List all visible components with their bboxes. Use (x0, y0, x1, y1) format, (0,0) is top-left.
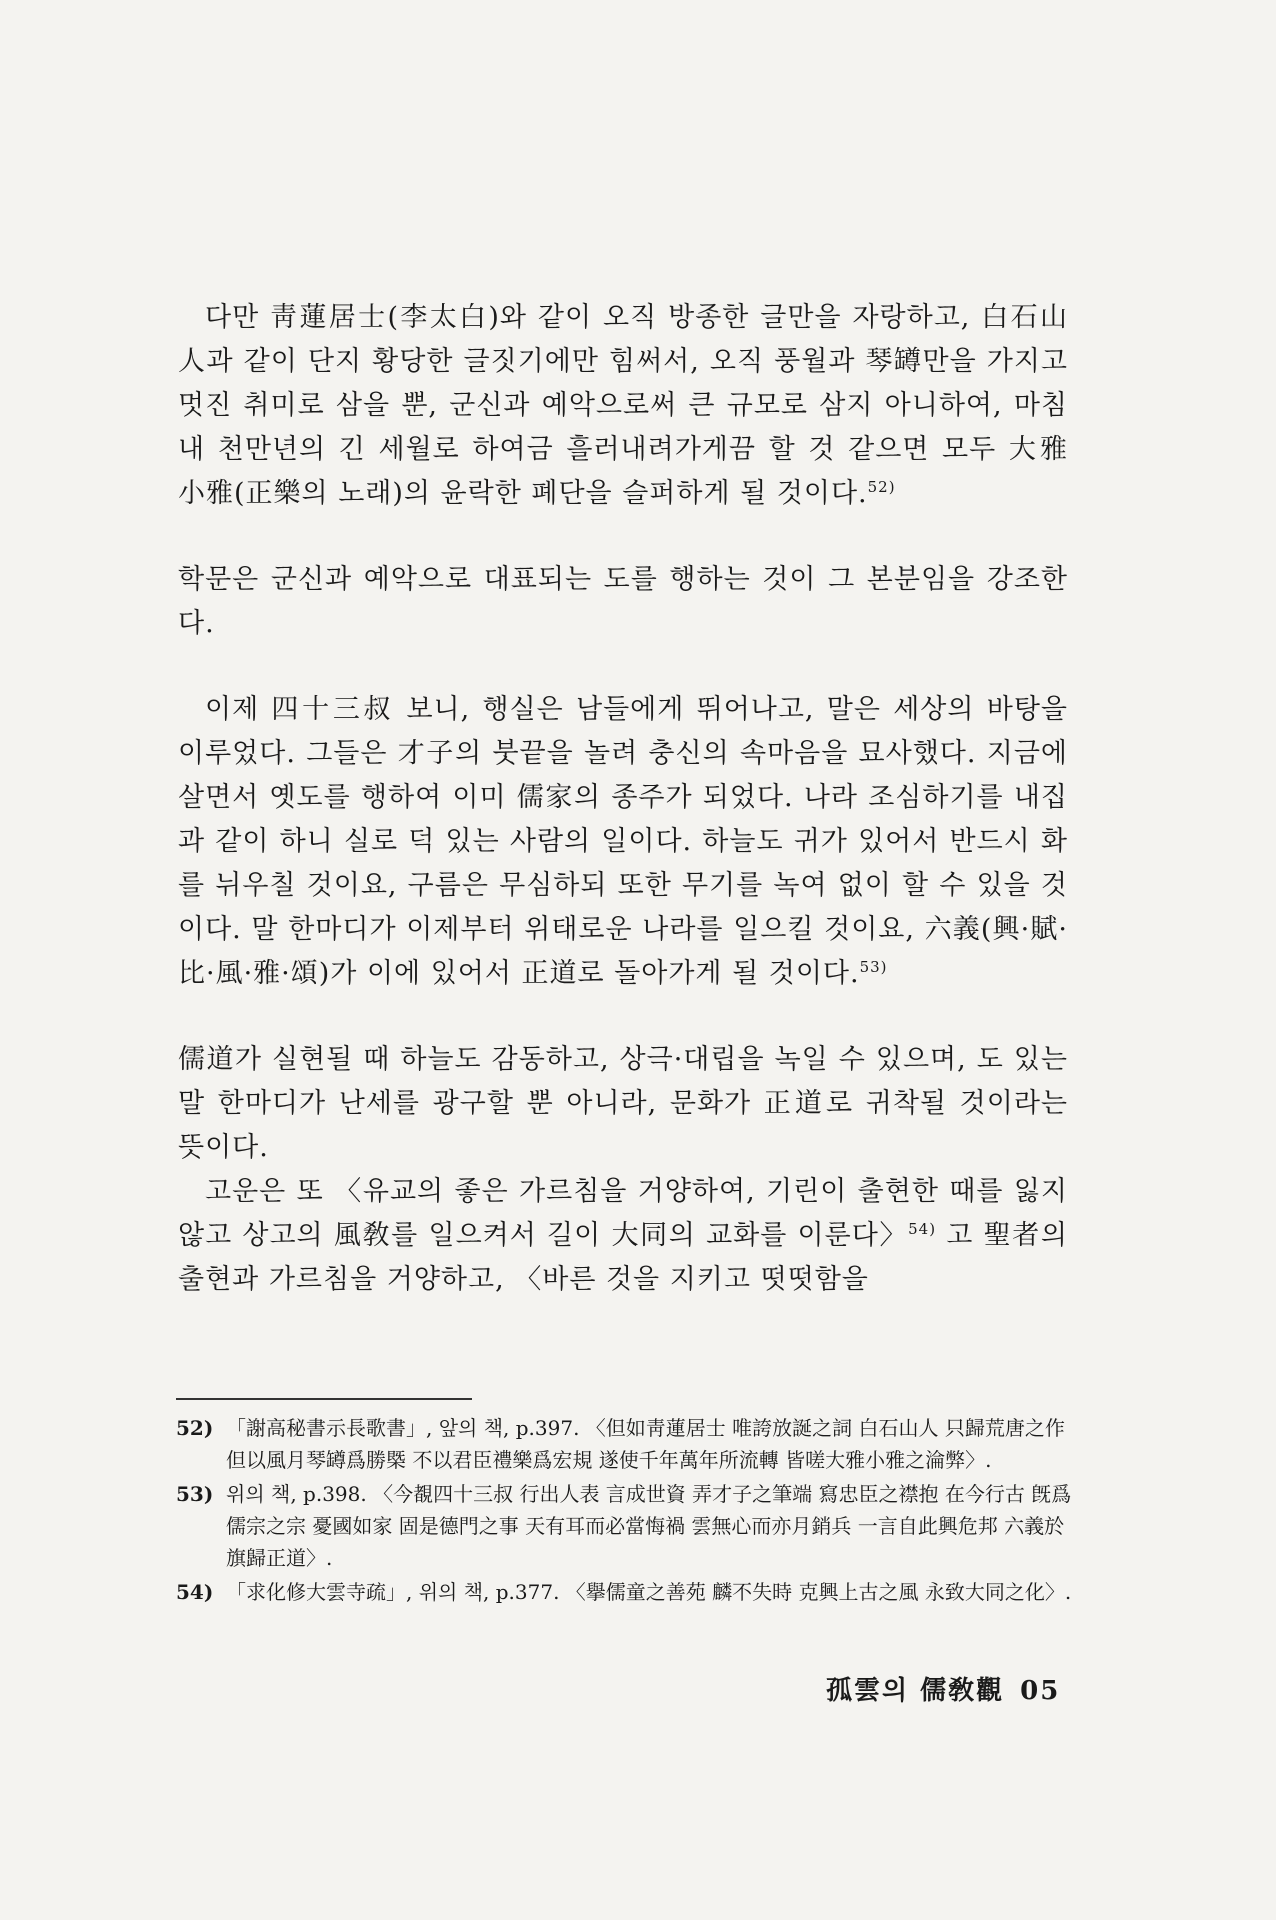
footnote-number: 54) (176, 1580, 214, 1604)
body-text (178, 296, 1068, 1302)
paragraph-3-text: 이제 四十三叔 보니, 행실은 남들에게 뛰어나고, 말은 세상의 바탕을 이루었다. 그들은 才子의 붓끝을 놀려 충신의 속마음을 묘사했다. 지금에 살면서 옛도를 행하여 이미 儒家의 종주가 되었다. 나라 조심하기를 내집과 같이 하니 실로 덕 있는 사람의 일이다. 하늘도 귀가 있어서 반드시 화를 뉘우칠 것이요, 구름은 무심하되 또한 무기를 녹여 없이 할 수 있을 것이다. 말 한마디가 이제부터 위태로운 나라를 일으킬 것이요, 六義(興·賦·比·風·雅·頌)가 이에 있어서 正道로 돌아가게 될 것이다. (178, 694, 1068, 989)
running-title: 孤雲의 儒敎觀 (826, 1676, 1005, 1706)
running-footer (826, 1670, 1060, 1707)
page-number: 05 (1020, 1676, 1061, 1706)
paragraph-5-text: 고운은 또 〈유교의 좋은 가르침을 거양하여, 기린이 출현한 때를 잃지 않고 상고의 風敎를 일으켜서 길이 大同의 교화를 이룬다〉 (178, 1176, 1068, 1251)
footnote-ref-52: 52) (867, 478, 896, 496)
footnote-ref-53: 53) (859, 958, 888, 976)
paragraph-1-text: 다만 靑蓮居士(李太白)와 같이 오직 방종한 글만을 자랑하고, 白石山人과 같이 단지 황당한 글짓기에만 힘써서, 오직 풍월과 琴罇만을 가지고 멋진 취미로 삼을 뿐, 군신과 예악으로써 큰 규모로 삼지 아니하여, 마침내 천만년의 긴 세월로 하여금 흘러내려가게끔 할 것 같으면 모두 大雅 小雅(正樂의 노래)의 윤락한 폐단을 슬퍼하게 될 것이다. (178, 302, 1068, 509)
paragraph-4 (178, 1038, 1068, 1170)
footnote-divider (176, 1398, 472, 1400)
footnote-number: 52) (176, 1416, 214, 1440)
paragraph-2-text: 학문은 군신과 예악으로 대표되는 도를 행하는 것이 그 본분임을 강조한다. (178, 564, 1068, 639)
footnote-text: 위의 책, p.398. 〈今覩四十三叔 行出人表 言成世資 弄才子之筆端 寫忠臣之襟抱 在今行古 旣爲儒宗之宗 憂國如家 固是德門之事 天有耳而必當悔禍 雲無心而亦月銷兵 一言自此興危邦 六義於旗歸正道〉. (226, 1482, 1072, 1570)
footnote-53 (176, 1478, 1076, 1574)
paragraph-2 (178, 558, 1068, 646)
footnote-text: 「求化修大雲寺疏」, 위의 책, p.377. 〈擧儒童之善苑 麟不失時 克興上古之風 永致大同之化〉. (226, 1580, 1072, 1604)
footnote-text: 「謝高秘書示長歌書」, 앞의 책, p.397. 〈但如靑蓮居士 唯誇放誕之詞 白石山人 只歸荒唐之作 但以風月琴罇爲勝槩 不以君臣禮樂爲宏規 遂使千年萬年所流轉 皆嗟大雅小雅之淪弊〉. (226, 1416, 1065, 1472)
footnote-ref-54: 54) (908, 1220, 937, 1238)
paragraph-3 (178, 688, 1068, 996)
footnote-number: 53) (176, 1482, 214, 1506)
footnote-54 (176, 1576, 1076, 1608)
paragraph-4-text: 儒道가 실현될 때 하늘도 감동하고, 상극·대립을 녹일 수 있으며, 도 있는 말 한마디가 난세를 광구할 뿐 아니라, 문화가 正道로 귀착될 것이라는 뜻이다. (178, 1044, 1068, 1163)
paragraph-5 (178, 1170, 1068, 1302)
paragraph-5-tail: 고 聖者의 출현과 가르침을 거양하고, 〈바른 것을 지키고 떳떳함을 (178, 1220, 1068, 1295)
paragraph-1 (178, 296, 1068, 516)
footnotes (176, 1412, 1076, 1610)
footnote-52 (176, 1412, 1076, 1476)
